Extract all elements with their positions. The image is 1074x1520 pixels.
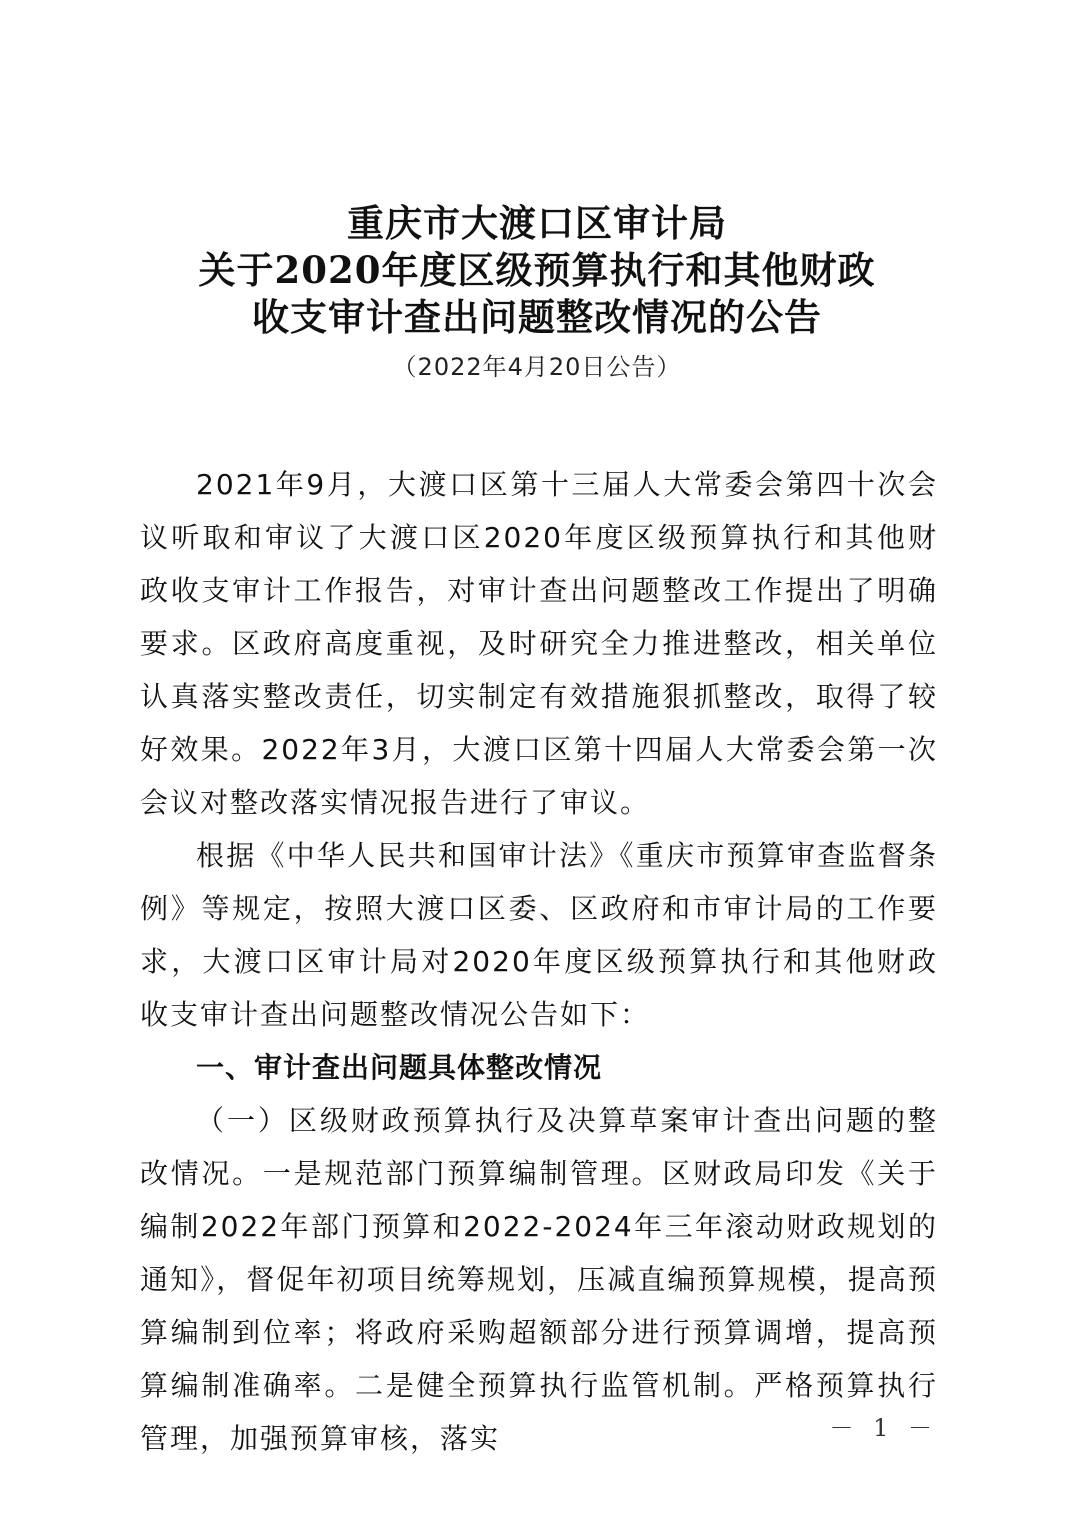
title-block bbox=[0, 200, 1074, 385]
section-heading: 一、审计查出问题具体整改情况 bbox=[196, 1051, 603, 1084]
document-title-line-1: 重庆市大渡口区审计局 bbox=[347, 201, 727, 245]
document-body bbox=[140, 458, 938, 1465]
page-number: － 1 － bbox=[829, 1414, 938, 1442]
document-title-line-3: 收支审计查出问题整改情况的公告 bbox=[252, 295, 822, 339]
paragraph-budget-rectification: （一）区级财政预算执行及决算草案审计查出问题的整改情况。一是规范部门预算编制管理。区财政局印发《关于编制2022年部门预算和2022-2024年三年滚动财政规划的通知》，督促年初项目统筹规划，压减直编预算规模，提高预算编制到位率；将政府采购超额部分进行预算调增，提高预算编制准确率。二是健全预算执行监管机制。严格预算执行管理，加强预算审核，落实 bbox=[140, 1104, 938, 1455]
paragraph-basis: 根据《中华人民共和国审计法》《重庆市预算审查监督条例》等规定，按照大渡口区委、区政府和市审计局的工作要求，大渡口区审计局对2020年度区级预算执行和其他财政收支审计查出问题整改情况公告如下： bbox=[140, 839, 938, 1031]
announcement-date: （2022年4月20日公告） bbox=[392, 353, 682, 381]
document-title-line-2: 关于2020年度区级预算执行和其他财政 bbox=[198, 248, 876, 292]
paragraph-intro: 2021年9月，大渡口区第十三届人大常委会第四十次会议听取和审议了大渡口区2020年度区级预算执行和其他财政收支审计工作报告，对审计查出问题整改工作提出了明确要求。区政府高度重视，及时研究全力推进整改，相关单位认真落实整改责任，切实制定有效措施狠抓整改，取得了较好效果。2022年3月，大渡口区第十四届人大常委会第一次会议对整改落实情况报告进行了审议。 bbox=[140, 468, 938, 819]
